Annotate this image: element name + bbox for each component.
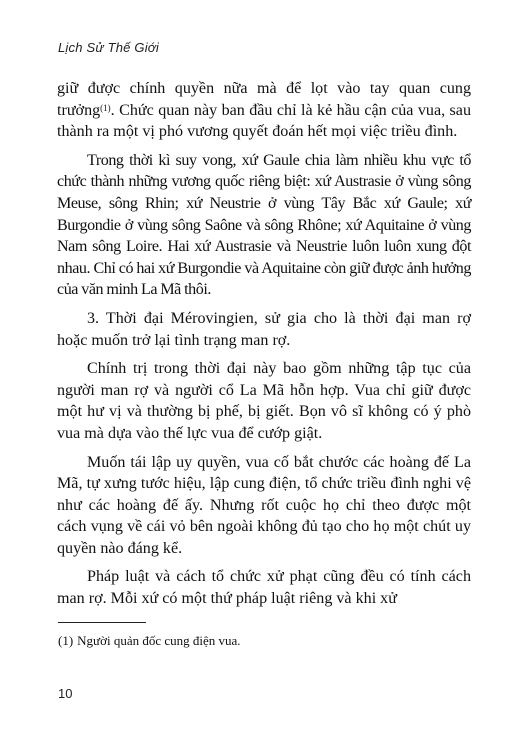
body-text bbox=[57, 78, 471, 617]
paragraph-continued bbox=[57, 78, 471, 143]
paragraph-merovingian-heading: 3. Thời đại Mérovingien, sử gia cho là thời đại man rợ hoặc muốn trở lại tình trạng man rợ. bbox=[57, 309, 471, 349]
footnote-divider bbox=[58, 622, 146, 623]
running-head: Lịch Sử Thế Giới bbox=[58, 40, 159, 55]
paragraph-law: Pháp luật và cách tổ chức xử phạt cũng đều có tính cách man rợ. Mỗi xứ có một thứ pháp luật riêng và khi xử bbox=[57, 568, 471, 608]
paragraph-politics: Chính trị trong thời đại này bao gồm những tập tục của người man rợ và người cổ La Mã hỗn hợp. Vua chỉ giữ được một hư vị và thường bị phế, bị giết. Bọn vô sĩ không có ý phò vua mà dựa vào thế lực vua để cướp giật. bbox=[57, 360, 471, 442]
footnote-reference: (1) bbox=[100, 102, 111, 113]
page-number: 10 bbox=[58, 686, 73, 701]
paragraph-authority: Muốn tái lập uy quyền, vua cố bắt chước các hoàng đế La Mã, tự xưng tước hiệu, lập cung điện, tổ chức triều đình nghi vệ như các hoàng đế ấy. Nhưng rốt cuộc họ chỉ theo được một cách vụng về cái vỏ bên ngoài không đủ tạo cho họ một chút uy quyền nào đáng kể. bbox=[57, 453, 471, 557]
footnote-text: Người quản đốc cung điện vua. bbox=[77, 633, 241, 648]
paragraph-text-after-footnote: . Chức quan này ban đầu chỉ là kẻ hầu cận của vua, sau thành ra một vị phó vương quyết đoán hết mọi việc triều đình. bbox=[57, 101, 471, 141]
footnote-number: (1) bbox=[58, 633, 74, 648]
paragraph-gaule-kingdoms: Trong thời kì suy vong, xứ Gaule chia làm nhiều khu vực tổ chức thành những vương quốc riêng biệt: xứ Austrasie ở vùng sông Meuse, sông Rhin; xứ Neustrie ở vùng Tây Bắc xứ Gaule; xứ Burgondie ở vùng sông Saône và sông Rhône; xứ Aquitaine ở vùng Nam sông Loire. Hai xứ Austrasie và Neustrie luôn luôn xung đột nhau. Chỉ có hai xứ Burgondie và Aquitaine còn giữ được ảnh hưởng của văn minh La Mã thôi. bbox=[57, 151, 471, 299]
paragraph-text: giữ được chính quyền nữa mà để lọt vào tay quan cung trưởng bbox=[57, 80, 471, 119]
footnote bbox=[58, 633, 472, 649]
